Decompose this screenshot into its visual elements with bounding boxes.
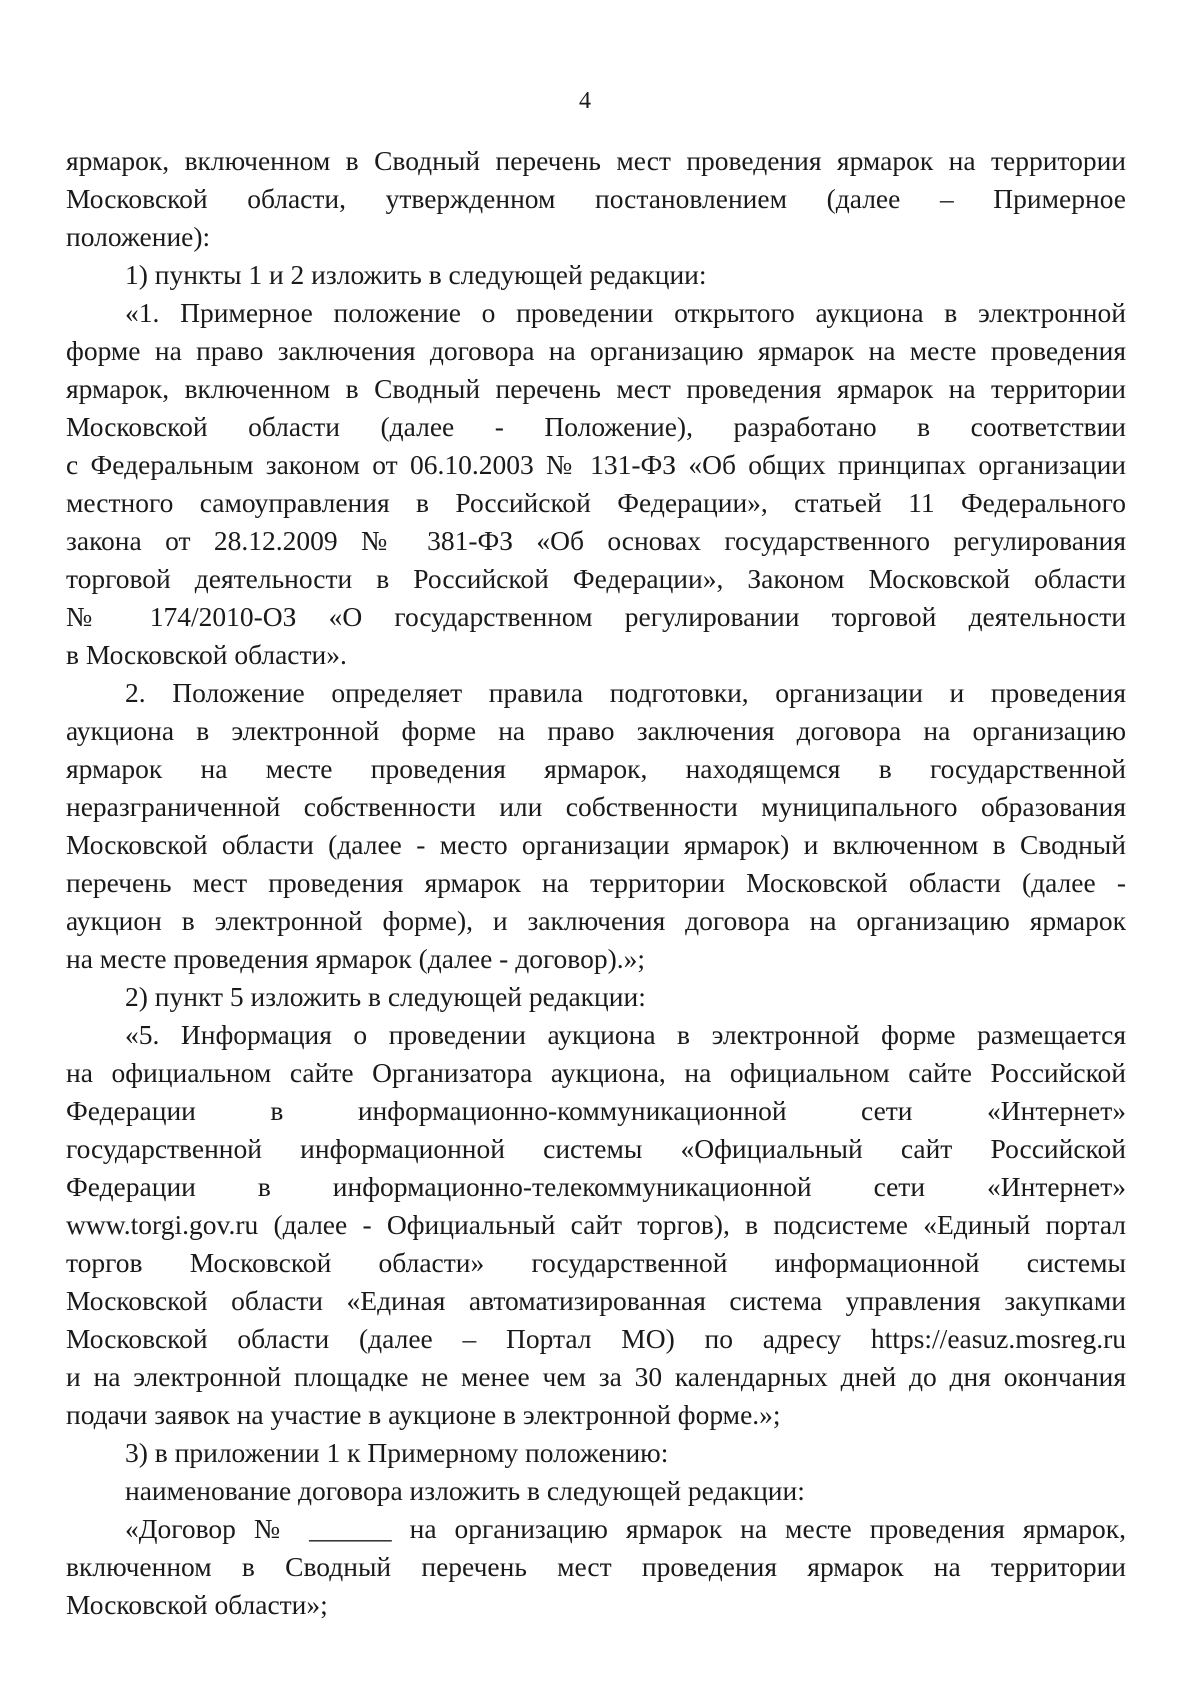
text-line: «1. Примерное положение о проведении открытого аукциона в электронной (125, 297, 1126, 328)
text-line: местного самоуправления в Российской Федерации», статьей 11 Федерального (66, 487, 1126, 518)
text-line: Московской области «Единая автоматизированная система управления закупками (66, 1285, 1126, 1316)
paragraph (66, 978, 1126, 1016)
paragraph (66, 256, 1126, 294)
paragraph (66, 1016, 1126, 1434)
text-line: и на электронной площадке не менее чем за 30 календарных дней до дня окончания (66, 1361, 1126, 1392)
paragraph (66, 142, 1126, 256)
text-line: «5. Информация о проведении аукциона в электронной форме размещается (125, 1019, 1126, 1050)
text-line: наименование договора изложить в следующей редакции: (125, 1475, 805, 1506)
paragraph (66, 1510, 1126, 1624)
text-line: Московской области»; (66, 1589, 328, 1620)
text-line: перечень мест проведения ярмарок на территории Московской области (далее - (66, 867, 1126, 898)
paragraph (66, 674, 1126, 978)
text-line: «Договор № ______ на организацию ярмарок на месте проведения ярмарок, (125, 1513, 1126, 1544)
text-line: на месте проведения ярмарок (далее - договор).»; (66, 943, 646, 974)
document-body (66, 142, 1126, 1624)
text-line: на официальном сайте Организатора аукциона, на официальном сайте Российской (66, 1057, 1126, 1088)
text-line: ярмарок, включенном в Сводный перечень мест проведения ярмарок на территории (66, 145, 1126, 176)
text-line: государственной информационной системы «Официальный сайт Российской (66, 1133, 1126, 1164)
text-line: включенном в Сводный перечень мест проведения ярмарок на территории (66, 1551, 1126, 1582)
text-line: Федерации в информационно-телекоммуникационной сети «Интернет» (66, 1171, 1126, 1202)
text-line: закона от 28.12.2009 № 381-ФЗ «Об основах государственного регулирования (66, 525, 1126, 556)
text-line: Московской области (далее - Положение), разработано в соответствии (66, 411, 1126, 442)
text-line: ярмарок на месте проведения ярмарок, находящемся в государственной (66, 753, 1126, 784)
text-line: 3) в приложении 1 к Примерному положению: (125, 1437, 669, 1468)
paragraph (66, 1472, 1126, 1510)
text-line: торгов Московской области» государственной информационной системы (66, 1247, 1126, 1278)
text-line: Московской области (далее – Портал МО) по адресу https://easuz.mosreg.ru (66, 1323, 1126, 1354)
text-line: Московской области (далее - место организации ярмарок) и включенном в Сводный (66, 829, 1126, 860)
text-line: аукцион в электронной форме), и заключения договора на организацию ярмарок (66, 905, 1126, 936)
text-line: № 174/2010-ОЗ «О государственном регулировании торговой деятельности (66, 601, 1126, 632)
text-line: 2) пункт 5 изложить в следующей редакции: (125, 981, 646, 1012)
text-line: форме на право заключения договора на организацию ярмарок на месте проведения (66, 335, 1126, 366)
text-line: Московской области, утвержденном постановлением (далее – Примерное (66, 183, 1126, 214)
text-line: с Федеральным законом от 06.10.2003 № 131-ФЗ «Об общих принципах организации (66, 449, 1126, 480)
text-line: торговой деятельности в Российской Федерации», Законом Московской области (66, 563, 1126, 594)
text-line: 2. Положение определяет правила подготовки, организации и проведения (125, 677, 1126, 708)
text-line: аукциона в электронной форме на право заключения договора на организацию (66, 715, 1126, 746)
text-line: подачи заявок на участие в аукционе в электронной форме.»; (66, 1399, 781, 1430)
text-line: 1) пункты 1 и 2 изложить в следующей редакции: (125, 259, 707, 290)
text-line: Федерации в информационно-коммуникационной сети «Интернет» (66, 1095, 1126, 1126)
paragraph (66, 1434, 1126, 1472)
text-line: ярмарок, включенном в Сводный перечень мест проведения ярмарок на территории (66, 373, 1126, 404)
text-line: неразграниченной собственности или собственности муниципального образования (66, 791, 1126, 822)
text-line: положение): (66, 221, 211, 252)
page-number: 4 (579, 88, 591, 114)
text-line: www.torgi.gov.ru (далее - Официальный сайт торгов), в подсистеме «Единый портал (66, 1209, 1126, 1240)
text-line: в Московской области». (66, 639, 347, 670)
paragraph (66, 294, 1126, 674)
